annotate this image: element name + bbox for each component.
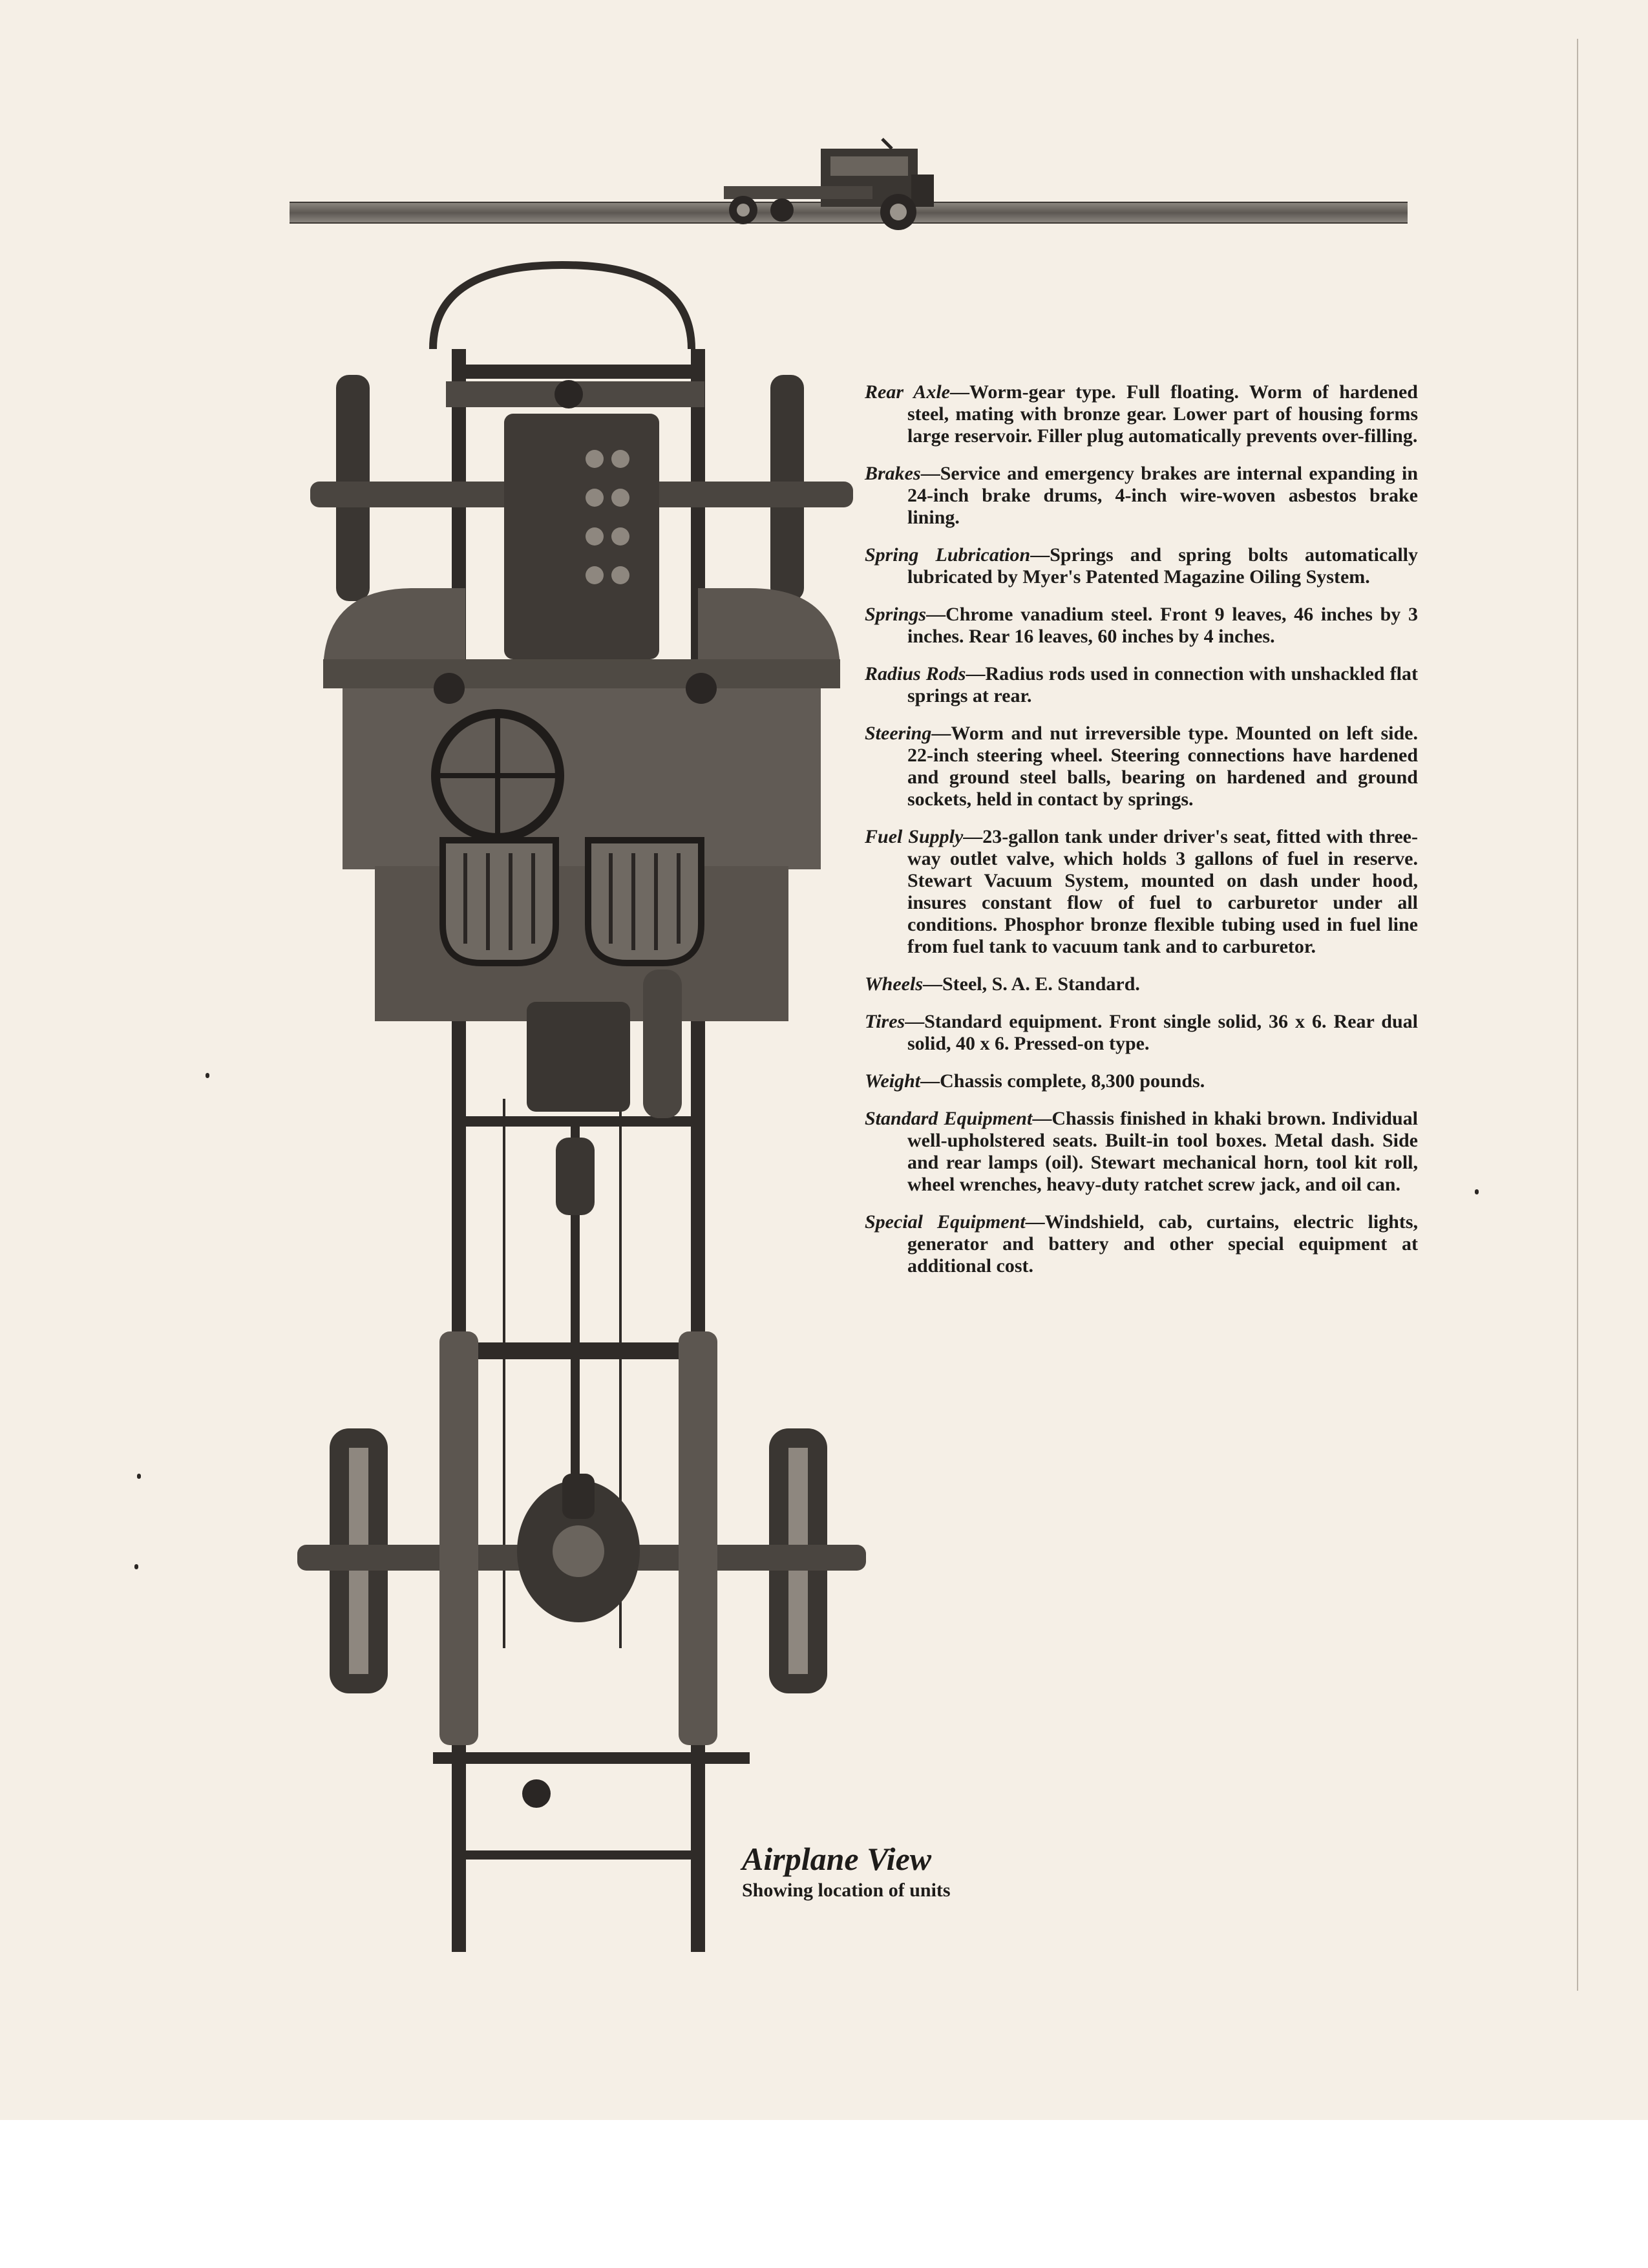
- spec-term: Fuel Supply: [865, 826, 964, 847]
- spec-text: —23-gallon tank under driver's seat, fitted with three-way outlet valve, which holds 3 gallons of fuel in reserve. Stewart Vacuum System, mounted on dash under hood, insures constant flow of fuel to carburetor under all conditions. Phosphor bronze flexible tubing used in fuel line from fuel tank to vacuum tank and to carburetor.: [907, 826, 1418, 957]
- chassis-airplane-view-illustration: [284, 259, 879, 1965]
- spec-term: Steering: [865, 723, 932, 744]
- spec-springs: [865, 604, 1418, 648]
- spec-term: Tires: [865, 1011, 905, 1032]
- caption-title: Airplane View: [742, 1841, 932, 1877]
- spec-term: Radius Rods: [865, 663, 966, 684]
- spec-term: Brakes: [865, 463, 921, 484]
- spec-text: —Worm and nut irreversible type. Mounted on left side. 22-inch steering wheel. Steering connections have hardened and ground steel balls, bearing on hardened and ground sockets, held in contact by springs.: [907, 723, 1418, 810]
- spec-term: Rear Axle: [865, 381, 950, 403]
- spec-weight: [865, 1070, 1418, 1092]
- spec-term: Special Equipment: [865, 1211, 1026, 1233]
- spec-text: —Windshield, cab, curtains, electric lights, generator and battery and other special equipment at additional cost.: [907, 1211, 1419, 1277]
- print-speck: [134, 1564, 138, 1569]
- print-speck: [137, 1474, 141, 1479]
- spec-text: —Springs and spring bolts automatically lubricated by Myer's Patented Magazine Oiling System.: [907, 544, 1418, 588]
- illustration-caption: [742, 1839, 1130, 1903]
- truck-side-view-icon: [704, 136, 963, 233]
- spec-text: —Service and emergency brakes are internal expanding in 24-inch brake drums, 4-inch wire-woven asbestos brake lining.: [907, 463, 1418, 528]
- print-speck: [1475, 1189, 1479, 1194]
- spec-radius-rods: [865, 663, 1418, 707]
- spec-term: Springs: [865, 604, 927, 625]
- spec-term: Standard Equipment: [865, 1108, 1033, 1129]
- spec-text: —Chassis finished in khaki brown. Individual well-upholstered seats. Built-in tool boxes. Metal dash. Side and rear lamps (oil). Stewart mechanical horn, tool kit roll, wheel wrenches, heavy-duty ratchet screw jack, and oil can.: [907, 1108, 1419, 1195]
- spec-special-equipment: [865, 1211, 1418, 1277]
- specifications-list: [865, 381, 1418, 1293]
- spec-text: —Worm-gear type. Full floating. Worm of hardened steel, mating with bronze gear. Lower part of housing forms large reservoir. Filler plug automatically prevents over-filling.: [907, 381, 1418, 447]
- spec-spring-lubrication: [865, 544, 1418, 588]
- spec-term: Weight: [865, 1070, 921, 1092]
- spec-text: —Steel, S. A. E. Standard.: [923, 973, 1140, 995]
- spec-text: —Standard equipment. Front single solid, 36 x 6. Rear dual solid, 40 x 6. Pressed-on type.: [905, 1011, 1418, 1054]
- spec-fuel-supply: [865, 826, 1418, 958]
- spec-text: —Radius rods used in connection with unshackled flat springs at rear.: [907, 663, 1419, 706]
- spec-term: Wheels: [865, 973, 923, 995]
- caption-subtitle: Showing location of units: [742, 1880, 951, 1901]
- spec-standard-equipment: [865, 1108, 1418, 1196]
- spec-wheels: [865, 973, 1418, 995]
- scan-background: [0, 2120, 1648, 2268]
- spec-rear-axle: [865, 381, 1418, 447]
- page-edge-shadow: [1577, 39, 1578, 1991]
- spec-brakes: [865, 463, 1418, 529]
- print-speck: [206, 1073, 209, 1078]
- spec-text: —Chrome vanadium steel. Front 9 leaves, 46 inches by 3 inches. Rear 16 leaves, 60 inches by 4 inches.: [907, 604, 1418, 647]
- spec-steering: [865, 723, 1418, 811]
- spec-tires: [865, 1011, 1418, 1055]
- spec-text: —Chassis complete, 8,300 pounds.: [920, 1070, 1205, 1092]
- spec-term: Spring Lubrication: [865, 544, 1031, 566]
